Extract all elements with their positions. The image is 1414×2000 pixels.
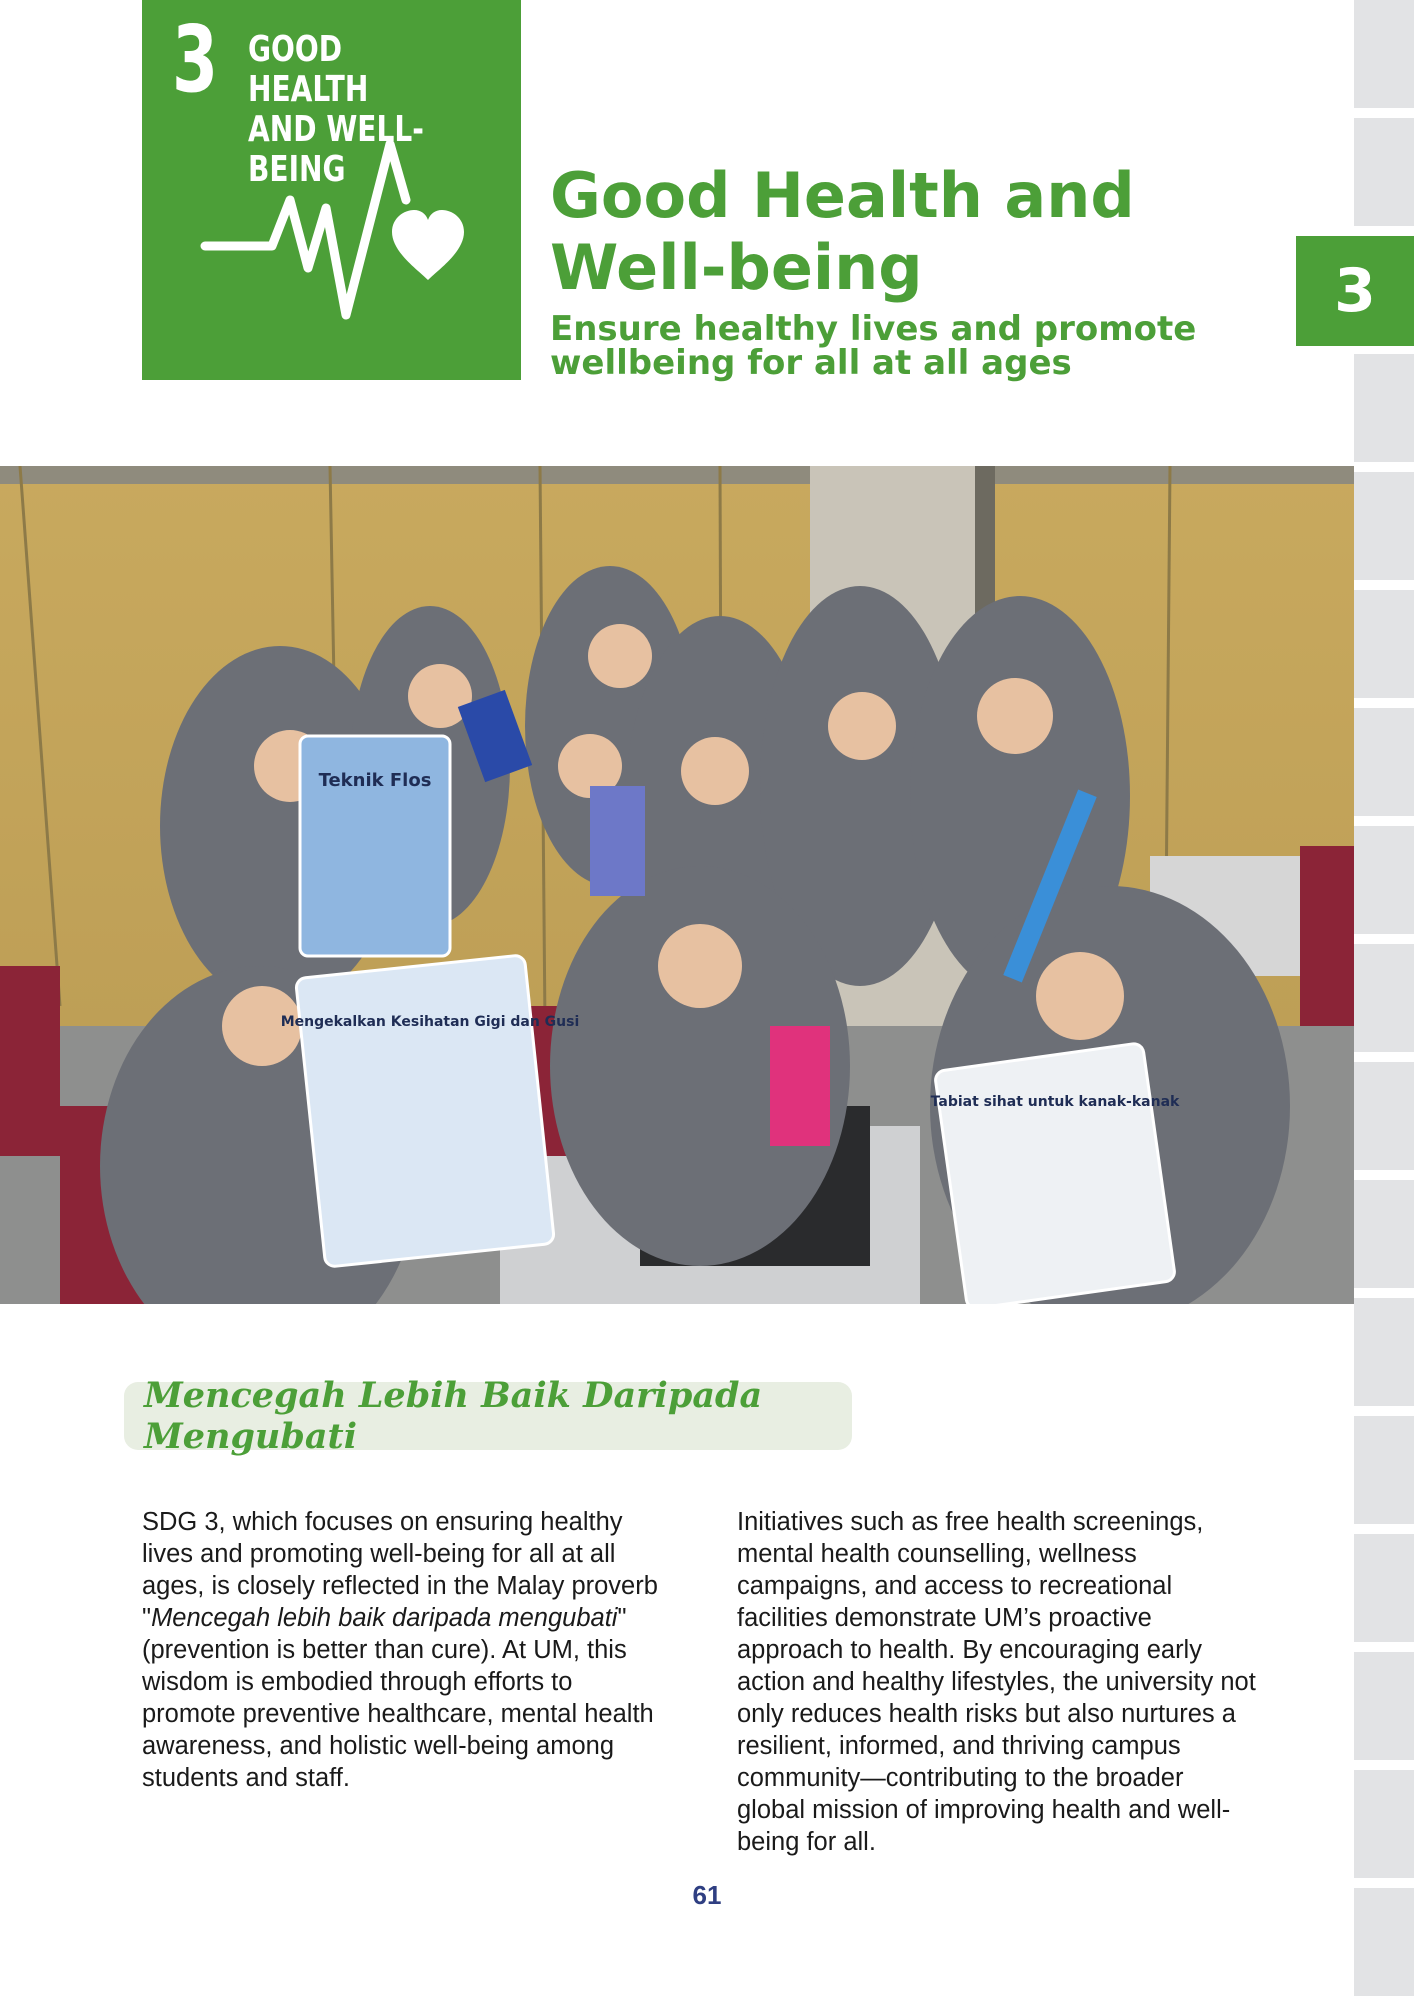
sdg-goal-tile bbox=[142, 0, 521, 380]
page-number: 61 bbox=[692, 1880, 722, 1910]
chapter-tab[interactable] bbox=[1354, 1180, 1414, 1288]
chapter-tab[interactable] bbox=[1354, 0, 1414, 108]
sdg-number: 3 bbox=[172, 6, 219, 113]
chapter-tab[interactable] bbox=[1354, 1062, 1414, 1170]
body-left-part2: " (prevention is better than cure). At UM, this wisdom is embodied through efforts to promote preventive healthcare, mental health awareness, and holistic well-being among students and staff. bbox=[142, 1604, 654, 1792]
chapter-tab-active[interactable]: 3 bbox=[1296, 236, 1414, 346]
page-title: Good Health and Well-being bbox=[550, 159, 1135, 304]
page-subtitle: Ensure healthy lives and promote wellbeing for all at all ages bbox=[550, 309, 1197, 383]
chapter-tab[interactable] bbox=[1354, 944, 1414, 1052]
section-heading bbox=[124, 1375, 852, 1457]
group-photo bbox=[0, 466, 1354, 1304]
poster-kesihatan-gigi: Mengekalkan Kesihatan Gigi dan Gusi bbox=[280, 1014, 580, 1030]
body-text-right: Initiatives such as free health screenings, mental health counselling, wellness campaigns, and access to recreational facilities demonstrate UM’s proactive approach to health. By encouraging early action and healthy lifestyles, the university not only reduces health risks but also nurtures a resilient, informed, and thriving campus community—contributing to the broader global mission of improving health and well-being for all. bbox=[737, 1508, 1256, 1856]
chapter-tab[interactable] bbox=[1354, 826, 1414, 934]
chapter-tab[interactable] bbox=[1354, 708, 1414, 816]
chapter-tab[interactable] bbox=[1354, 1652, 1414, 1760]
heartbeat-heart-icon bbox=[200, 140, 470, 330]
poster-tabiat-sihat: Tabiat sihat untuk kanak-kanak bbox=[930, 1094, 1180, 1110]
chapter-tab[interactable] bbox=[1354, 1298, 1414, 1406]
chapter-tab[interactable] bbox=[1354, 472, 1414, 580]
poster-teknik-flos: Teknik Flos bbox=[318, 770, 432, 791]
body-left-part1: SDG 3, which focuses on ensuring healthy lives and promoting well-being for all at all ages, is closely reflected in the Malay proverb " bbox=[142, 1508, 658, 1632]
sdg-label: GOOD HEALTH AND WELL-BEING bbox=[248, 29, 424, 190]
malay-proverb: Mencegah lebih baik daripada mengubati bbox=[151, 1604, 618, 1632]
chapter-tab[interactable] bbox=[1354, 1534, 1414, 1642]
chapter-tab[interactable] bbox=[1354, 118, 1414, 226]
chapter-tab[interactable] bbox=[1354, 1770, 1414, 1878]
section-heading-text: Mencegah Lebih Baik Daripada Mengubati bbox=[144, 1375, 763, 1457]
chapter-tab[interactable] bbox=[1354, 354, 1414, 462]
chapter-tab[interactable] bbox=[1354, 1416, 1414, 1524]
chapter-tab[interactable] bbox=[1354, 590, 1414, 698]
body-text-left bbox=[142, 1506, 672, 1794]
